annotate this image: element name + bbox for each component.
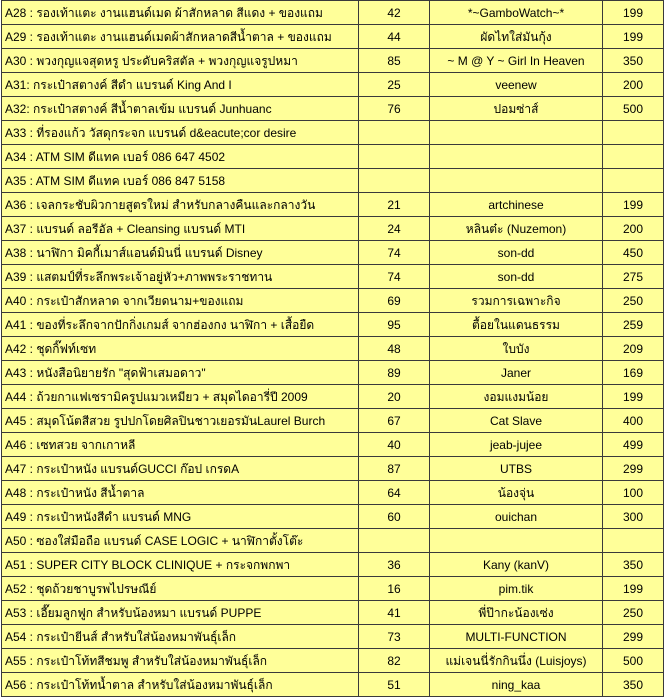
item-number-cell: 16 <box>359 577 430 601</box>
winner-name-cell: ตื้อยในแดนธรรม <box>430 313 603 337</box>
item-price-cell: 350 <box>603 553 664 577</box>
item-number-cell: 21 <box>359 193 430 217</box>
item-number-cell: 76 <box>359 97 430 121</box>
item-description-cell: A53 : เอี๊ยมลูกฟูก สำหรับน้องหมา แบรนด์ PUPPE <box>2 601 359 625</box>
winner-name-cell: son-dd <box>430 265 603 289</box>
winner-name-cell: ใบบัง <box>430 337 603 361</box>
winner-name-cell: jeab-jujee <box>430 433 603 457</box>
winner-name-cell: พี่ป๊ากะน้องเซ่ง <box>430 601 603 625</box>
winner-name-cell: แม่เจนนี่รักกินนึ่ง (Luisjoys) <box>430 649 603 673</box>
item-description-cell: A48 : กระเป๋าหนัง สีน้ำตาล <box>2 481 359 505</box>
item-description-cell: A46 : เซทสวย จากเกาหลี <box>2 433 359 457</box>
item-price-cell: 450 <box>603 241 664 265</box>
table-row <box>2 505 664 529</box>
winner-name-cell: Kany (kanV) <box>430 553 603 577</box>
item-description-cell: A56 : กระเป๋าโท้ทน้ำตาล สำหรับใส่น้องหมาพันธุ์เล็ก <box>2 673 359 697</box>
table-row <box>2 313 664 337</box>
winner-name-cell: ผัดไทใส่มันกุ้ง <box>430 25 603 49</box>
item-number-cell: 85 <box>359 49 430 73</box>
table-row <box>2 337 664 361</box>
item-price-cell: 259 <box>603 313 664 337</box>
item-description-cell: A55 : กระเป๋าโท้ทสีชมพู สำหรับใส่น้องหมาพันธุ์เล็ก <box>2 649 359 673</box>
item-number-cell: 73 <box>359 625 430 649</box>
winner-name-cell: Cat Slave <box>430 409 603 433</box>
item-price-cell: 199 <box>603 577 664 601</box>
item-description-cell: A47 : กระเป๋าหนัง แบรนด์GUCCI ก๊อป เกรดA <box>2 457 359 481</box>
item-number-cell <box>359 145 430 169</box>
item-price-cell: 199 <box>603 1 664 25</box>
table-row <box>2 289 664 313</box>
winner-name-cell: artchinese <box>430 193 603 217</box>
item-price-cell: 299 <box>603 457 664 481</box>
item-number-cell: 48 <box>359 337 430 361</box>
item-number-cell: 95 <box>359 313 430 337</box>
item-number-cell: 36 <box>359 553 430 577</box>
item-description-cell: A42 : ชุดกิ๊ฟท์เซท <box>2 337 359 361</box>
item-price-cell: 350 <box>603 49 664 73</box>
table-row <box>2 529 664 553</box>
item-price-cell: 300 <box>603 505 664 529</box>
item-number-cell: 82 <box>359 649 430 673</box>
item-price-cell: 200 <box>603 73 664 97</box>
winner-name-cell <box>430 169 603 193</box>
item-number-cell: 69 <box>359 289 430 313</box>
auction-items-table <box>1 0 664 697</box>
table-row <box>2 649 664 673</box>
item-price-cell: 250 <box>603 289 664 313</box>
item-price-cell <box>603 169 664 193</box>
item-price-cell: 275 <box>603 265 664 289</box>
winner-name-cell: รวมการเฉพาะกิจ <box>430 289 603 313</box>
item-number-cell: 24 <box>359 217 430 241</box>
table-row <box>2 193 664 217</box>
item-price-cell: 350 <box>603 673 664 697</box>
table-row <box>2 553 664 577</box>
item-description-cell: A31: กระเป๋าสตางค์ สีดำ แบรนด์ King And I <box>2 73 359 97</box>
item-number-cell: 67 <box>359 409 430 433</box>
table-row <box>2 433 664 457</box>
winner-name-cell <box>430 529 603 553</box>
item-number-cell: 44 <box>359 25 430 49</box>
item-description-cell: A35 : ATM SIM ดีแทค เบอร์ 086 847 5158 <box>2 169 359 193</box>
item-description-cell: A41 : ของที่ระลึกจากปักกิ่งเกมส์ จากฮ่องกง นาฬิกา + เสื้อยืด <box>2 313 359 337</box>
item-number-cell: 41 <box>359 601 430 625</box>
table-row <box>2 97 664 121</box>
item-price-cell: 299 <box>603 625 664 649</box>
item-description-cell: A51 : SUPER CITY BLOCK CLINIQUE + กระจกพกพา <box>2 553 359 577</box>
table-row <box>2 409 664 433</box>
table-row <box>2 385 664 409</box>
table-row <box>2 217 664 241</box>
item-price-cell: 500 <box>603 97 664 121</box>
item-price-cell <box>603 529 664 553</box>
item-description-cell: A29 : รองเท้าแตะ งานแฮนด์เมดผ้าสักหลาดสีน้ำตาล + ของแถม <box>2 25 359 49</box>
item-number-cell: 25 <box>359 73 430 97</box>
item-description-cell: A40 : กระเป๋าสักหลาด จากเวียดนาม+ของแถม <box>2 289 359 313</box>
item-number-cell: 74 <box>359 241 430 265</box>
winner-name-cell: ning_kaa <box>430 673 603 697</box>
item-description-cell: A36 : เจลกระชับผิวกายสูตรใหม่ สำหรับกลางคืนและกลางวัน <box>2 193 359 217</box>
table-row <box>2 577 664 601</box>
winner-name-cell: น้องจุ่น <box>430 481 603 505</box>
table-row <box>2 121 664 145</box>
item-number-cell: 42 <box>359 1 430 25</box>
items-table-body <box>2 1 664 697</box>
table-row <box>2 481 664 505</box>
item-price-cell: 199 <box>603 385 664 409</box>
winner-name-cell: veenew <box>430 73 603 97</box>
table-row <box>2 601 664 625</box>
item-description-cell: A43 : หนังสือนิยายรัก "สุดฟ้าเสมอดาว" <box>2 361 359 385</box>
winner-name-cell: งอมแงมน้อย <box>430 385 603 409</box>
table-row <box>2 361 664 385</box>
winner-name-cell: ~ M @ Y ~ Girl In Heaven <box>430 49 603 73</box>
item-number-cell: 89 <box>359 361 430 385</box>
item-price-cell <box>603 121 664 145</box>
item-description-cell: A28 : รองเท้าแตะ งานแฮนด์เมด ผ้าสักหลาด สีแดง + ของแถม <box>2 1 359 25</box>
item-price-cell: 250 <box>603 601 664 625</box>
item-price-cell <box>603 145 664 169</box>
table-row <box>2 625 664 649</box>
winner-name-cell: son-dd <box>430 241 603 265</box>
table-row <box>2 73 664 97</box>
table-row <box>2 49 664 73</box>
item-number-cell <box>359 121 430 145</box>
item-description-cell: A39 : แสตมป์ที่ระลึกพระเจ้าอยู่หัว+ภาพพระราชทาน <box>2 265 359 289</box>
winner-name-cell: UTBS <box>430 457 603 481</box>
winner-name-cell <box>430 121 603 145</box>
item-price-cell: 199 <box>603 193 664 217</box>
item-number-cell: 60 <box>359 505 430 529</box>
winner-name-cell: pim.tik <box>430 577 603 601</box>
winner-name-cell: หลินต๋ะ (Nuzemon) <box>430 217 603 241</box>
item-description-cell: A52 : ชุดถ้วยชาบูรพไปรษณีย์ <box>2 577 359 601</box>
item-price-cell: 100 <box>603 481 664 505</box>
item-price-cell: 499 <box>603 433 664 457</box>
table-row <box>2 1 664 25</box>
winner-name-cell: *~GamboWatch~* <box>430 1 603 25</box>
item-price-cell: 209 <box>603 337 664 361</box>
item-price-cell: 199 <box>603 25 664 49</box>
item-description-cell: A30 : พวงกุญแจสุดหรู ประดับคริสตัล + พวงกุญแจรูปหมา <box>2 49 359 73</box>
item-number-cell: 64 <box>359 481 430 505</box>
item-description-cell: A44 : ถ้วยกาแฟเซรามิครูปแมวเหมียว + สมุดไดอารี่ปี 2009 <box>2 385 359 409</box>
item-description-cell: A45 : สมุดโน้ตสีสวย รูปปกโดยศิลปินชาวเยอรมันLaurel Burch <box>2 409 359 433</box>
winner-name-cell <box>430 145 603 169</box>
item-description-cell: A33 : ที่รองแก้ว วัสดุกระจก แบรนด์ d&eacute;cor desire <box>2 121 359 145</box>
table-row <box>2 241 664 265</box>
table-row <box>2 457 664 481</box>
item-price-cell: 169 <box>603 361 664 385</box>
item-description-cell: A38 : นาฬิกา มิคกี้เมาส์แอนด์มินนี่ แบรนด์ Disney <box>2 241 359 265</box>
item-number-cell <box>359 169 430 193</box>
item-description-cell: A34 : ATM SIM ดีแทค เบอร์ 086 647 4502 <box>2 145 359 169</box>
item-description-cell: A49 : กระเป๋าหนังสีดำ แบรนด์ MNG <box>2 505 359 529</box>
item-number-cell: 20 <box>359 385 430 409</box>
item-number-cell: 87 <box>359 457 430 481</box>
item-number-cell <box>359 529 430 553</box>
table-row <box>2 25 664 49</box>
winner-name-cell: ouichan <box>430 505 603 529</box>
item-description-cell: A50 : ซองใส่มือถือ แบรนด์ CASE LOGIC + นาฬิกาตั้งโต๊ะ <box>2 529 359 553</box>
item-price-cell: 200 <box>603 217 664 241</box>
winner-name-cell: MULTI-FUNCTION <box>430 625 603 649</box>
table-row <box>2 169 664 193</box>
table-row <box>2 673 664 697</box>
item-number-cell: 74 <box>359 265 430 289</box>
table-row <box>2 265 664 289</box>
item-description-cell: A37 : แบรนด์ ลอรีอัล + Cleansing แบรนด์ MTI <box>2 217 359 241</box>
winner-name-cell: ปอมซ่าส์ <box>430 97 603 121</box>
item-price-cell: 500 <box>603 649 664 673</box>
table-row <box>2 145 664 169</box>
winner-name-cell: Janer <box>430 361 603 385</box>
item-description-cell: A32: กระเป๋าสตางค์ สีน้ำตาลเข้ม แบรนด์ Junhuanc <box>2 97 359 121</box>
item-description-cell: A54 : กระเป๋ายีนส์ สำหรับใส่น้องหมาพันธุ์เล็ก <box>2 625 359 649</box>
item-price-cell: 400 <box>603 409 664 433</box>
item-number-cell: 51 <box>359 673 430 697</box>
item-number-cell: 40 <box>359 433 430 457</box>
